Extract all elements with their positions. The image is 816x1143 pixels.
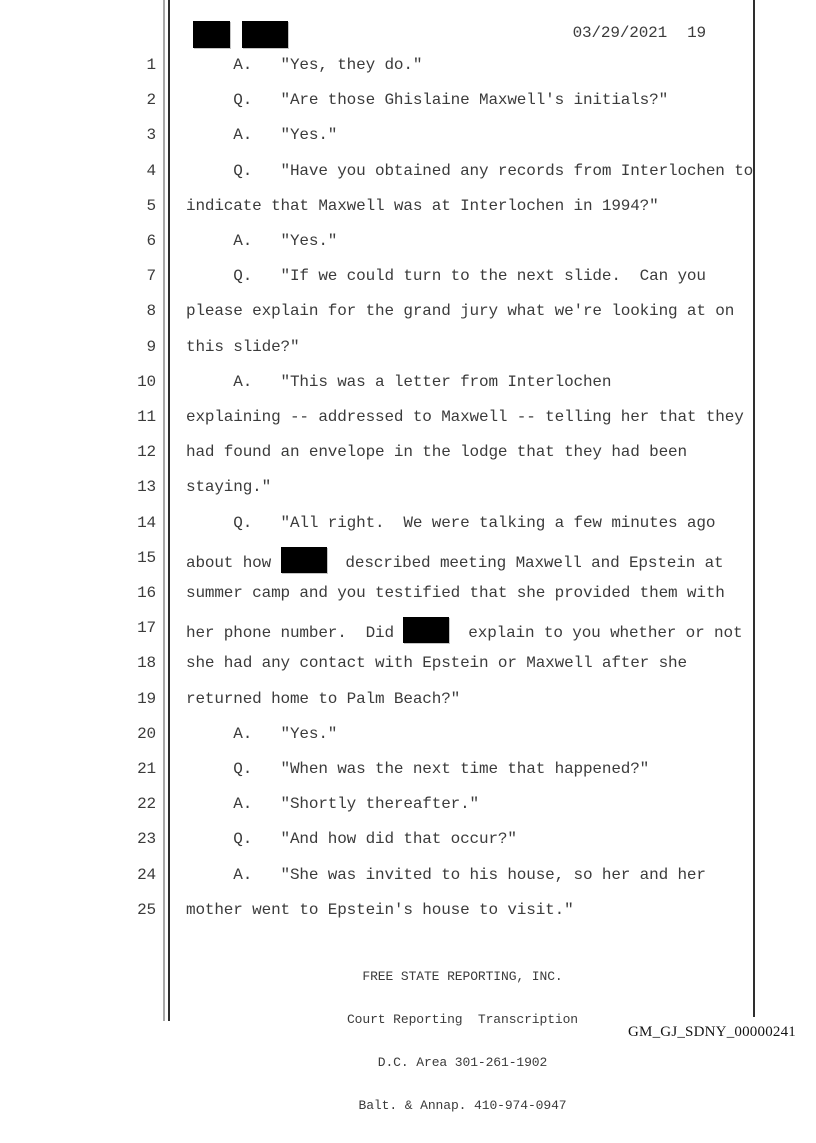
line-number: 14 [137,513,156,532]
reporter-info [170,941,755,1143]
line-number: 13 [137,478,156,497]
line-number: 5 [146,196,156,215]
line-number: 20 [137,724,156,743]
line-text: A. "Yes." [186,724,338,743]
line-text: Q. "And how did that occur?" [186,830,517,849]
line-text: mother went to Epstein's house to visit." [186,900,574,919]
line-text: A. "Yes." [186,126,338,145]
transcript-line [0,336,754,360]
line-text: her phone number. Did explain to you whether or not [186,617,742,644]
transcript-line [0,441,754,465]
line-number: 21 [137,760,156,778]
transcript-line [0,652,754,676]
bates-stamp: GM_GJ_SDNY_00000241 [628,1024,796,1040]
line-text: had found an envelope in the lodge that they had been [186,443,687,462]
transcript-line [0,758,754,782]
transcript-line [0,688,754,712]
line-number: 6 [146,232,156,250]
transcript-line [0,582,754,606]
line-number: 4 [146,161,156,180]
line-number: 8 [146,302,156,321]
line-number: 22 [137,795,156,814]
transcript-line [0,723,754,747]
transcript-line [0,195,754,219]
transcript-line [0,230,754,254]
transcript-line [0,864,754,888]
transcript-line [0,124,754,148]
transcript-line [0,617,754,641]
line-text: Q. "All right. We were talking a few minutes ago [186,513,716,532]
transcript-line [0,476,754,500]
line-number: 2 [146,91,156,110]
line-text: Q. "When was the next time that happened?" [186,760,650,778]
line-number: 7 [146,267,156,286]
line-number: 11 [137,408,156,426]
line-number: 24 [137,865,156,884]
header-page-number: 19 [687,24,706,42]
line-text: she had any contact with Epstein or Maxwell after she [186,654,687,673]
line-number: 18 [137,654,156,673]
line-number: 1 [146,56,156,74]
header-date-line [560,24,706,42]
inline-redaction-box [403,617,449,643]
line-text: A. "Shortly thereafter." [186,795,479,814]
line-number: 23 [137,830,156,849]
transcript-line [0,54,754,78]
line-text: A. "Yes, they do." [186,56,423,74]
transcript-line [0,371,754,395]
reporter-info-line: FREE STATE REPORTING, INC. [362,968,563,984]
transcript-line [0,547,754,571]
reporter-info-line: Balt. & Annap. 410-974-0947 [358,1098,567,1114]
transcript-line [0,300,754,324]
transcript-line [0,265,754,289]
line-text: this slide?" [186,337,300,356]
line-number: 16 [137,584,156,602]
transcript-line [0,406,754,430]
line-number: 9 [146,337,156,356]
line-text: explaining -- addressed to Maxwell -- telling her that they [186,408,744,426]
transcript-line [0,828,754,852]
line-number: 17 [137,619,156,638]
transcript-line [0,899,754,923]
reporter-info-line: Court Reporting Transcription [346,1012,579,1028]
transcript-line [0,89,754,113]
transcript-line [0,512,754,536]
reporter-info-line: D.C. Area 301-261-1902 [377,1055,548,1071]
line-text: please explain for the grand jury what we're looking at on [186,302,735,321]
line-text: staying." [186,478,272,497]
line-text: A. "She was invited to his house, so her and her [186,865,706,884]
line-number: 19 [137,689,156,708]
line-number: 12 [137,443,156,462]
line-number: 10 [137,372,156,391]
line-text: A. "This was a letter from Interlochen [186,372,612,391]
line-text: Q. "If we could turn to the next slide. Can you [186,267,706,286]
line-text: Q. "Are those Ghislaine Maxwell's initials?" [186,91,669,110]
transcript-line [0,793,754,817]
transcript-line [0,160,754,184]
header-redaction-box-2 [242,21,288,48]
line-text: Q. "Have you obtained any records from Interlochen to [186,161,754,180]
header-date: 03/29/2021 [572,24,668,42]
line-text: A. "Yes." [186,232,338,250]
inline-redaction-box [281,547,327,573]
line-number: 3 [146,126,156,145]
line-text: summer camp and you testified that she provided them with [186,584,725,602]
line-number: 25 [137,900,156,919]
line-number: 15 [137,548,156,567]
header-redaction-box-1 [193,21,230,48]
line-text: indicate that Maxwell was at Interlochen in 1994?" [186,196,659,215]
line-text: returned home to Palm Beach?" [186,689,461,708]
line-text: about how described meeting Maxwell and Epstein at [186,547,724,574]
